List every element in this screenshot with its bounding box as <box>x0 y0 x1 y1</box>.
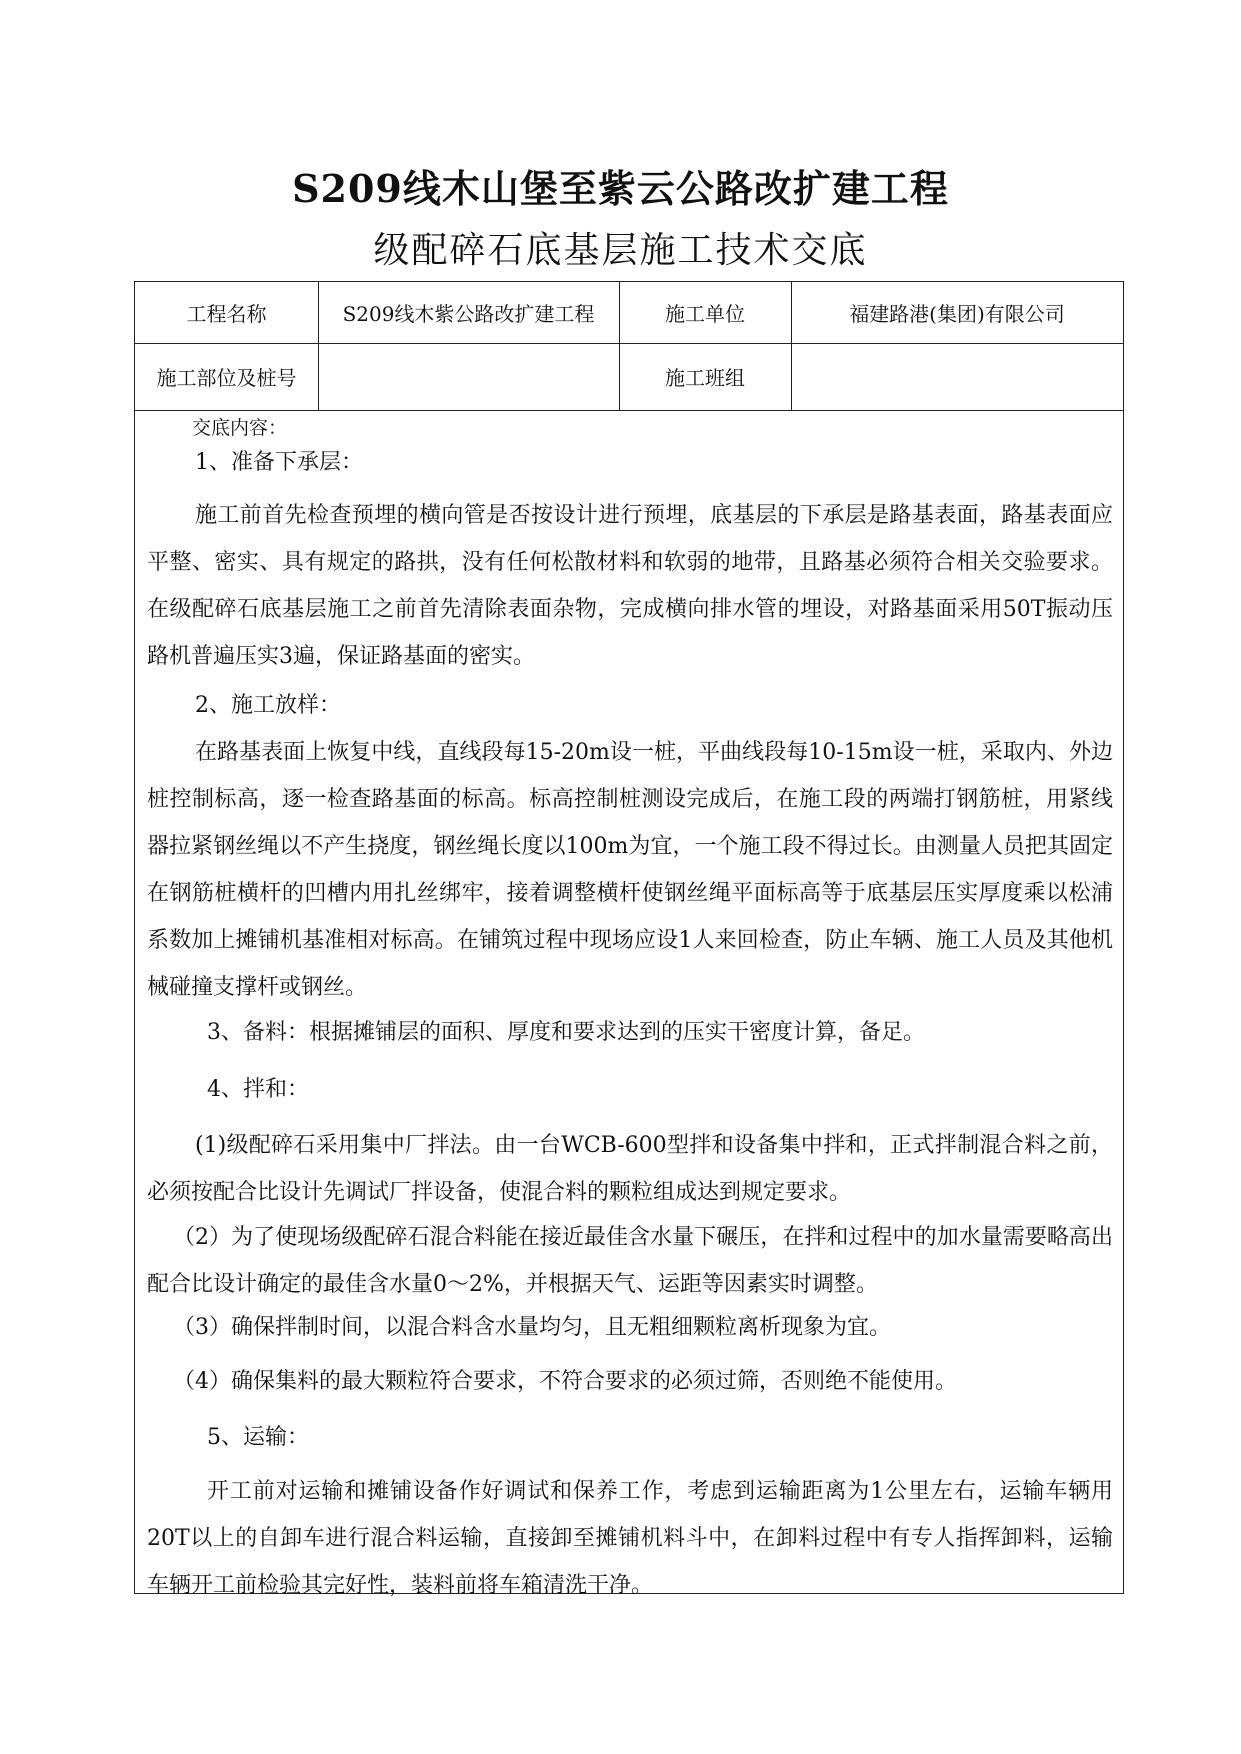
document-title: S209线木山堡至紫云公路改扩建工程 <box>292 166 949 211</box>
document-subtitle: 级配碎石底基层施工技术交底 <box>373 230 868 271</box>
project-name-label: 工程名称 <box>186 302 267 326</box>
site-location-value <box>318 343 619 410</box>
section-5-heading: 5、运输： <box>207 1425 309 1450</box>
handover-form <box>134 281 1124 1598</box>
section-4-heading: 4、拌和： <box>207 1077 309 1102</box>
work-team-label: 施工班组 <box>665 366 745 390</box>
section-1-heading: 1、准备下承层： <box>195 450 363 475</box>
section-4-item-2: （2）为了使现场级配碎石混合料能在接近最佳含水量下碾压，在拌和过程中的加水量需要略高出配合比设计确定的最佳含水量0～2%，并根据天气、运距等因素实时调整。 <box>147 1225 1113 1297</box>
construction-unit-value: 福建路港(集团)有限公司 <box>849 302 1065 326</box>
section-4-item-3: （3）确保拌制时间，以混合料含水量均匀，且无粗细颗粒离析现象为宜。 <box>173 1315 891 1340</box>
content-label: 交底内容： <box>192 417 288 439</box>
section-3: 3、备料：根据摊铺层的面积、厚度和要求达到的压实干密度计算，备足。 <box>207 1020 925 1045</box>
site-location-label: 施工部位及桩号 <box>156 366 297 390</box>
section-2-body: 在路基表面上恢复中线，直线段每15-20m设一桩，平曲线段每10-15m设一桩，采取内、外边桩控制标高，逐一检查路基面的标高。标高控制桩测设完成后，在施工段的两端打钢筋桩，用紧线器拉紧钢丝绳以不产生挠度，钢丝绳长度以100m为宜，一个施工段不得过长。由测量人员把其固定在钢筋桩横杆的凹槽内用扎丝绑牢，接着调整横杆使钢丝绳平面标高等于底基层压实厚度乘以松浦系数加上摊铺机基准相对标高。在铺筑过程中现场应设1人来回检查，防止车辆、施工人员及其他机械碰撞支撑杆或钢丝。 <box>147 740 1113 1000</box>
construction-unit-label: 施工单位 <box>665 302 745 326</box>
section-1-body: 施工前首先检查预埋的横向管是否按设计进行预埋，底基层的下承层是路基表面，路基表面应平整、密实、具有规定的路拱，没有任何松散材料和软弱的地带，且路基必须符合相关交验要求。在级配碎石底基层施工之前首先清除表面杂物，完成横向排水管的埋设，对路基面采用50T振动压路机普遍压实3遍，保证路基面的密实。 <box>147 503 1113 669</box>
work-team-value <box>791 343 1123 410</box>
section-2-heading: 2、施工放样： <box>195 693 341 718</box>
section-5-body: 开工前对运输和摊铺设备作好调试和保养工作，考虑到运输距离为1公里左右，运输车辆用20T以上的自卸车进行混合料运输，直接卸至摊铺机料斗中，在卸料过程中有专人指挥卸料，运输车辆开工前检验其完好性，装料前将车箱清洗干净。 <box>147 1479 1113 1598</box>
section-4-item-1: (1)级配碎石采用集中厂拌法。由一台WCB-600型拌和设备集中拌和，正式拌制混合料之前，必须按配合比设计先调试厂拌设备，使混合料的颗粒组成达到规定要求。 <box>147 1133 1113 1205</box>
project-name-value: S209线木紫公路改扩建工程 <box>342 302 595 326</box>
section-4-item-4: （4）确保集料的最大颗粒符合要求，不符合要求的必须过筛，否则绝不能使用。 <box>173 1369 957 1394</box>
row-divider <box>135 410 1123 411</box>
